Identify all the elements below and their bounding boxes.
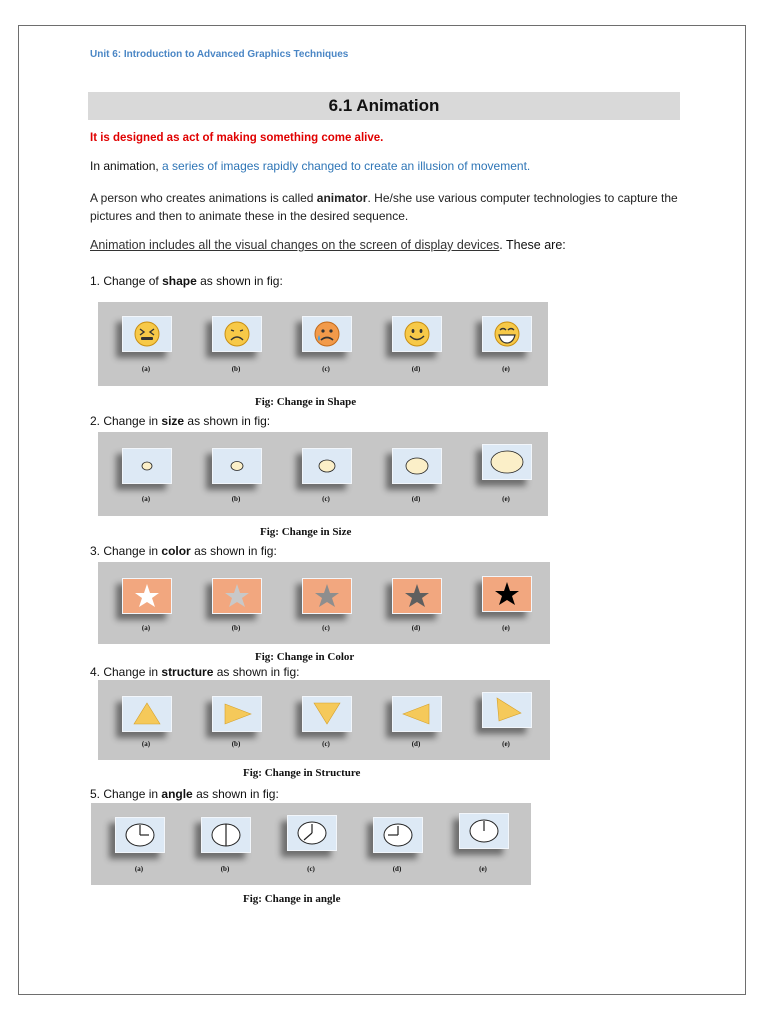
intro-line-prefix: In animation, bbox=[90, 159, 163, 173]
figure-label: (e) bbox=[502, 495, 510, 503]
figure-tile bbox=[122, 316, 172, 352]
ellipse-icon bbox=[213, 449, 261, 483]
figure-tile bbox=[482, 692, 532, 728]
star-darkgray-icon bbox=[393, 579, 441, 613]
figure-label: (e) bbox=[502, 624, 510, 632]
face-smile-icon bbox=[393, 317, 441, 351]
includes-line bbox=[90, 238, 566, 252]
figure-tile bbox=[212, 696, 262, 732]
figure-tile bbox=[122, 578, 172, 614]
item-bold: angle bbox=[161, 787, 193, 801]
figure-tile bbox=[302, 696, 352, 732]
figure-label: (a) bbox=[141, 740, 151, 748]
face-sad-icon bbox=[213, 317, 261, 351]
item-prefix: 1. Change of bbox=[90, 274, 163, 288]
figure-label: (c) bbox=[322, 624, 330, 632]
section-title-bar bbox=[88, 92, 680, 120]
figure-label: (c) bbox=[322, 365, 330, 373]
figure-tile bbox=[115, 817, 165, 853]
figure-color bbox=[98, 562, 550, 644]
figure-label: (e) bbox=[479, 865, 487, 873]
figure-label: (a) bbox=[141, 495, 151, 503]
intro-line bbox=[90, 159, 530, 173]
figure-tile bbox=[287, 815, 337, 851]
star-white-icon bbox=[123, 579, 171, 613]
figure-tile bbox=[482, 316, 532, 352]
figure-tile bbox=[212, 448, 262, 484]
triangle-left-icon bbox=[393, 697, 441, 731]
item-color-heading bbox=[90, 544, 277, 558]
figure-caption: Fig: Change in angle bbox=[243, 893, 341, 905]
figure-label: (a) bbox=[141, 624, 151, 632]
star-lightgray-icon bbox=[213, 579, 261, 613]
figure-tile bbox=[392, 696, 442, 732]
item-structure-heading bbox=[90, 665, 299, 679]
item-prefix: 4. Change in bbox=[90, 665, 162, 679]
triangle-down-icon bbox=[303, 697, 351, 731]
includes-suffix: . These are: bbox=[499, 238, 566, 252]
figure-tile bbox=[302, 448, 352, 484]
triangle-tilted-icon bbox=[483, 693, 531, 727]
item-angle-heading bbox=[90, 787, 279, 801]
figure-label: (d) bbox=[411, 365, 421, 373]
intro-line-highlight: a series of images rapidly changed to create an illusion of movement. bbox=[162, 159, 531, 173]
ellipse-icon bbox=[393, 449, 441, 483]
figure-tile bbox=[302, 316, 352, 352]
figure-label: (b) bbox=[231, 365, 241, 373]
figure-tile bbox=[122, 448, 172, 484]
item-shape-heading bbox=[90, 274, 283, 288]
clock-hands-icon bbox=[374, 818, 422, 852]
figure-tile bbox=[392, 448, 442, 484]
figure-label: (d) bbox=[411, 624, 421, 632]
figure-shape bbox=[98, 302, 548, 386]
clock-hands-icon bbox=[460, 814, 508, 848]
figure-tile bbox=[392, 578, 442, 614]
figure-tile bbox=[392, 316, 442, 352]
figure-label: (c) bbox=[322, 740, 330, 748]
animator-bold: animator bbox=[316, 191, 368, 205]
figure-label: (a) bbox=[134, 865, 144, 873]
figure-tile bbox=[459, 813, 509, 849]
figure-caption: Fig: Change in Shape bbox=[255, 396, 357, 408]
triangle-up-icon bbox=[123, 697, 171, 731]
figure-tile bbox=[122, 696, 172, 732]
item-bold: shape bbox=[162, 274, 197, 288]
animator-suffix: . He/she use various computer technologies to capture the pictures and then to animate these in the desired sequence. bbox=[90, 191, 678, 223]
definition-text: It is designed as act of making something come alive. bbox=[90, 132, 384, 144]
item-prefix: 3. Change in bbox=[90, 544, 162, 558]
clock-hands-icon bbox=[288, 816, 336, 850]
figure-label: (d) bbox=[411, 740, 421, 748]
figure-label: (b) bbox=[231, 740, 241, 748]
figure-tile bbox=[482, 444, 532, 480]
figure-label: (e) bbox=[502, 740, 510, 748]
clock-hands-icon bbox=[202, 818, 250, 852]
section-title: 6.1 Animation bbox=[328, 96, 440, 115]
item-size-heading bbox=[90, 414, 270, 428]
figure-label: (e) bbox=[502, 365, 510, 373]
figure-label: (d) bbox=[411, 495, 421, 503]
item-suffix: as shown in fig: bbox=[184, 414, 271, 428]
item-prefix: 5. Change in bbox=[90, 787, 162, 801]
figure-label: (d) bbox=[392, 865, 402, 873]
ellipse-icon bbox=[483, 445, 531, 479]
face-squint-icon bbox=[123, 317, 171, 351]
figure-caption: Fig: Change in Structure bbox=[243, 767, 361, 779]
figure-label: (c) bbox=[322, 495, 330, 503]
animator-paragraph bbox=[90, 189, 690, 225]
figure-tile bbox=[212, 578, 262, 614]
figure-size bbox=[98, 432, 548, 516]
face-grin-icon bbox=[483, 317, 531, 351]
figure-caption: Fig: Change in Size bbox=[260, 526, 352, 538]
figure-caption: Fig: Change in Color bbox=[255, 651, 355, 663]
triangle-right-icon bbox=[213, 697, 261, 731]
item-bold: size bbox=[161, 414, 185, 428]
item-suffix: as shown in fig: bbox=[192, 787, 279, 801]
figure-tile bbox=[212, 316, 262, 352]
figure-tile bbox=[482, 576, 532, 612]
includes-underlined: Animation includes all the visual changes on the screen of display devices bbox=[90, 238, 500, 252]
star-gray-icon bbox=[303, 579, 351, 613]
face-crying-icon bbox=[303, 317, 351, 351]
item-bold: color bbox=[161, 544, 191, 558]
clock-hands-icon bbox=[116, 818, 164, 852]
figure-structure bbox=[98, 680, 550, 760]
item-bold: structure bbox=[161, 665, 214, 679]
star-black-icon bbox=[483, 577, 531, 611]
figure-label: (a) bbox=[141, 365, 151, 373]
figure-label: (b) bbox=[220, 865, 230, 873]
item-suffix: as shown in fig: bbox=[190, 544, 277, 558]
item-suffix: as shown in fig: bbox=[196, 274, 283, 288]
unit-header: Unit 6: Introduction to Advanced Graphics Techniques bbox=[90, 49, 349, 60]
figure-label: (b) bbox=[231, 495, 241, 503]
figure-angle bbox=[91, 803, 531, 885]
figure-tile bbox=[373, 817, 423, 853]
figure-label: (b) bbox=[231, 624, 241, 632]
ellipse-icon bbox=[123, 449, 171, 483]
item-suffix: as shown in fig: bbox=[213, 665, 300, 679]
animator-prefix: A person who creates animations is called bbox=[90, 191, 317, 205]
figure-tile bbox=[201, 817, 251, 853]
figure-label: (c) bbox=[307, 865, 315, 873]
item-prefix: 2. Change in bbox=[90, 414, 162, 428]
figure-tile bbox=[302, 578, 352, 614]
ellipse-icon bbox=[303, 449, 351, 483]
